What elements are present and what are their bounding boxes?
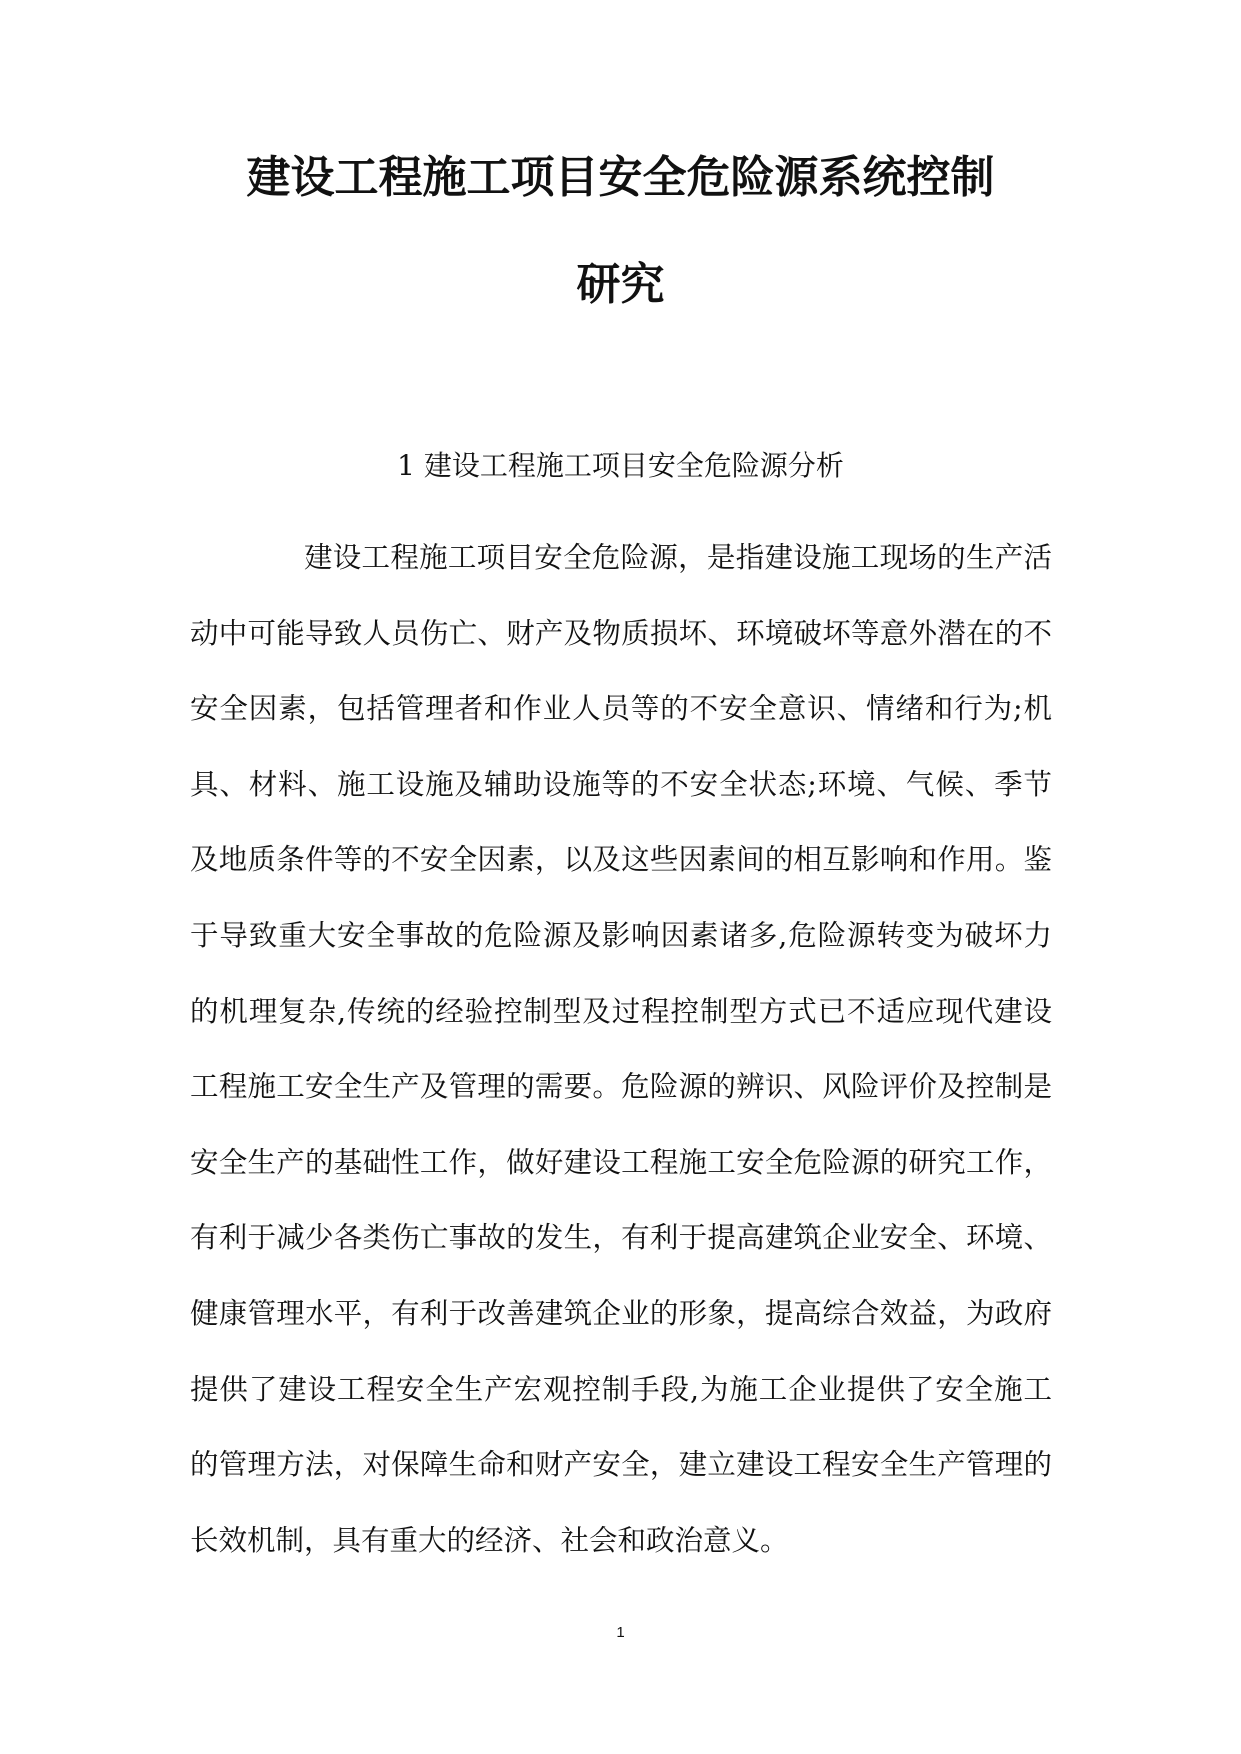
body-paragraph: 建设工程施工项目安全危险源，是指建设施工现场的生产活动中可能导致人员伤亡、财产及物质损坏、环境破坏等意外潜在的不安全因素，包括管理者和作业人员等的不安全意识、情绪和行为;机具、材料、施工设施及辅助设施等的不安全状态;环境、气候、季节及地质条件等的不安全因素，以及这些因素间的相互影响和作用。鉴于导致重大安全事故的危险源及影响因素诸多,危险源转变为破坏力的机理复杂,传统的经验控制型及过程控制型方式已不适应现代建设工程施工安全生产及管理的需要。危险源的辨识、风险评价及控制是安全生产的基础性工作，做好建设工程施工安全危险源的研究工作，有利于减少各类伤亡事故的发生，有利于提高建筑企业安全、环境、健康管理水平，有利于改善建筑企业的形象，提高综合效益，为政府提供了建设工程安全生产宏观控制手段,为施工企业提供了安全施工的管理方法，对保障生命和财产安全，建立建设工程安全生产管理的长效机制，具有重大的经济、社会和政治意义。 [190,541,1052,1557]
page-number: 1 [616,1624,625,1641]
document-title-line-2: 研究 [576,259,665,310]
section-heading: 1 建设工程施工项目安全危险源分析 [397,449,844,482]
document-title-line-1: 建设工程施工项目安全危险源系统控制 [246,152,995,203]
